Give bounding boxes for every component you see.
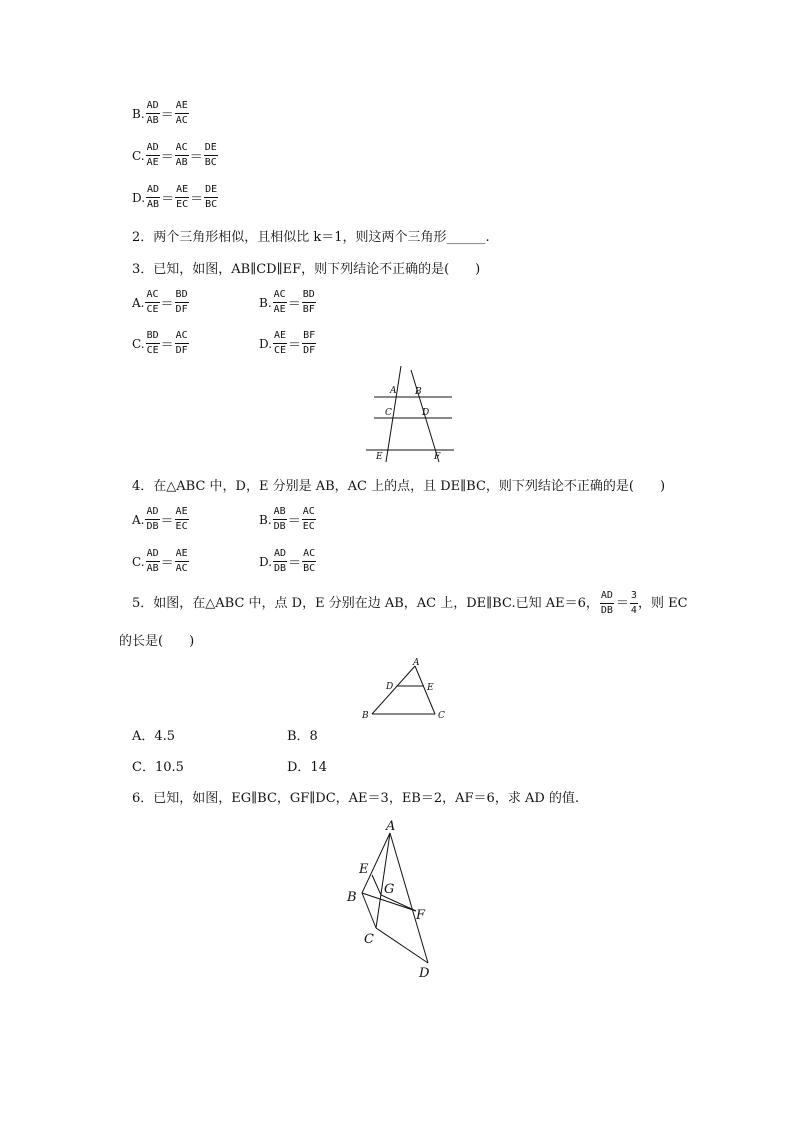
denominator: EC [175, 521, 188, 532]
q4-question-text: 4．在△ABC 中，D，E 分别是 AB，AC 上的点，且 DE∥BC，则下列结论不正确的是( ) [132, 479, 666, 494]
point-label-g: G [384, 882, 395, 897]
numerator: AD [146, 142, 160, 156]
point-label-a: A [413, 658, 420, 668]
fraction [204, 184, 218, 211]
point-label-c: C [364, 932, 374, 947]
denominator: EC [302, 521, 315, 532]
denominator: AC [175, 563, 188, 574]
point-label-d: D [422, 408, 430, 418]
point-label-c: C [438, 711, 445, 721]
fraction [302, 330, 316, 357]
q6-geometry-figure [340, 815, 450, 985]
option-label: C. [132, 148, 145, 163]
fraction [175, 184, 189, 211]
numerator: AE [273, 330, 287, 344]
point-label-a: A [390, 386, 397, 396]
denominator: DB [600, 605, 613, 616]
numerator: BF [302, 330, 316, 344]
fraction [146, 100, 160, 127]
fraction [145, 506, 159, 533]
denominator: 4 [630, 605, 637, 616]
denominator: AB [147, 199, 160, 210]
point-label-d: D [419, 966, 430, 981]
q5-text-part2: ，则 EC [637, 595, 688, 611]
denominator: AB [175, 157, 188, 168]
q3-parallel-lines-figure [362, 366, 462, 466]
numerator: AC [175, 330, 189, 344]
q5-choice-b: B．8 [287, 729, 318, 744]
option-label: A. [132, 512, 145, 527]
denominator: DF [175, 345, 188, 356]
option-label: D. [259, 554, 273, 569]
equals-sign: ＝ [160, 108, 174, 123]
numerator: AD [146, 184, 160, 198]
point-label-a: A [386, 819, 396, 834]
fraction [175, 330, 189, 357]
numerator: BD [175, 289, 189, 303]
denominator: CE [146, 304, 159, 315]
denominator: DB [274, 563, 287, 574]
fraction [175, 506, 189, 533]
q1-option-d [132, 184, 218, 211]
point-label-e: E [376, 452, 383, 462]
point-label-f: F [416, 908, 426, 923]
segment-eg [372, 875, 381, 895]
fraction [175, 289, 189, 316]
side-bc [362, 893, 376, 928]
denominator: AE [146, 157, 159, 168]
q3-option-a [132, 289, 189, 316]
fraction [146, 548, 160, 575]
equals-sign: ＝ [287, 297, 301, 312]
point-label-b: B [347, 890, 357, 905]
option-label: D. [259, 336, 273, 351]
numerator: AD [600, 590, 614, 604]
denominator: DF [175, 304, 188, 315]
fraction [302, 548, 316, 575]
q5-question-line2: 的长是( ) [119, 634, 195, 649]
denominator: EC [176, 199, 189, 210]
denominator: DF [303, 345, 316, 356]
equals-sign: ＝ [160, 150, 174, 165]
numerator: 3 [630, 590, 638, 604]
q4-option-d [259, 548, 316, 575]
numerator: AC [175, 142, 189, 156]
q1-option-c [132, 142, 218, 169]
point-label-d: D [386, 682, 394, 692]
equals-sign: ＝ [287, 514, 301, 529]
numerator: AD [146, 548, 160, 562]
fraction [273, 506, 287, 533]
equals-sign: ＝ [615, 595, 629, 611]
fraction [273, 289, 287, 316]
denominator: AB [146, 115, 159, 126]
q5-question-line1 [132, 590, 688, 617]
equals-sign: ＝ [160, 338, 174, 353]
denominator: BC [205, 199, 218, 210]
fraction [175, 100, 189, 127]
numerator: DE [204, 184, 218, 198]
fraction [146, 184, 160, 211]
numerator: AB [273, 506, 287, 520]
numerator: BD [302, 289, 316, 303]
fraction [273, 330, 287, 357]
numerator: AC [145, 289, 159, 303]
q3-option-c [132, 330, 189, 357]
denominator: CE [146, 345, 159, 356]
q4-option-c [132, 548, 189, 575]
q5-triangle-figure [360, 656, 450, 722]
denominator: DB [146, 521, 159, 532]
numerator: AC [302, 548, 316, 562]
option-label: B. [259, 295, 272, 310]
fraction [600, 590, 614, 617]
numerator: AD [146, 100, 160, 114]
equals-sign: ＝ [161, 192, 175, 207]
denominator: BC [204, 157, 217, 168]
numerator: AE [175, 184, 189, 198]
denominator: AE [273, 304, 286, 315]
numerator: AD [145, 506, 159, 520]
q3-question-text: 3．已知，如图，AB∥CD∥EF，则下列结论不正确的是( ) [132, 262, 481, 277]
q5-choice-d: D．14 [287, 760, 327, 775]
side-ab [372, 666, 415, 714]
q3-option-d [259, 330, 316, 357]
fraction [146, 330, 160, 357]
fraction [175, 548, 189, 575]
denominator: AC [175, 115, 188, 126]
equals-sign: ＝ [160, 514, 174, 529]
point-label-b: B [362, 711, 369, 721]
point-label-e: E [427, 683, 434, 693]
denominator: AB [146, 563, 159, 574]
fraction [273, 548, 287, 575]
equals-sign: ＝ [160, 556, 174, 571]
option-label: C. [132, 554, 145, 569]
point-label-b: B [415, 387, 422, 397]
fraction [146, 142, 160, 169]
denominator: CE [274, 345, 287, 356]
denominator: BF [302, 304, 315, 315]
q3-option-b [259, 289, 316, 316]
option-label: C. [132, 336, 145, 351]
q4-option-a [132, 506, 189, 533]
numerator: AD [273, 548, 287, 562]
point-label-f: F [434, 452, 441, 462]
option-label: A. [132, 295, 145, 310]
fraction [145, 289, 159, 316]
equals-sign: ＝ [288, 556, 302, 571]
q6-question-text: 6．已知，如图，EG∥BC，GF∥DC，AE＝3，EB＝2，AF＝6，求 AD 的值. [132, 791, 580, 806]
numerator: AC [302, 506, 316, 520]
option-label: B. [132, 106, 145, 121]
point-label-c: C [385, 408, 392, 418]
fraction [302, 289, 316, 316]
fraction [630, 590, 638, 617]
numerator: AE [175, 548, 189, 562]
fraction [302, 506, 316, 533]
q4-option-b [259, 506, 316, 533]
point-label-e: E [359, 862, 369, 877]
q5-text-part1: 5．如图，在△ABC 中，点 D，E 分别在边 AB，AC 上，DE∥BC.已知 AE＝6， [132, 595, 599, 611]
numerator: AE [175, 506, 189, 520]
numerator: AC [273, 289, 287, 303]
numerator: AE [175, 100, 189, 114]
numerator: BD [146, 330, 160, 344]
equals-sign: ＝ [189, 150, 203, 165]
q2-question-text: 2．两个三角形相似，且相似比 k＝1，则这两个三角形______. [132, 230, 490, 245]
equals-sign: ＝ [190, 192, 204, 207]
side-ad [390, 833, 428, 963]
option-label: B. [259, 512, 272, 527]
equals-sign: ＝ [160, 297, 174, 312]
fraction [175, 142, 189, 169]
q1-option-b [132, 100, 189, 127]
q5-choice-a: A．4.5 [132, 729, 176, 744]
equals-sign: ＝ [288, 338, 302, 353]
denominator: DB [273, 521, 286, 532]
numerator: DE [204, 142, 218, 156]
denominator: BC [303, 563, 316, 574]
q5-choice-c: C．10.5 [132, 760, 184, 775]
option-label: D. [132, 190, 146, 205]
side-cd [376, 928, 428, 963]
fraction [204, 142, 218, 169]
